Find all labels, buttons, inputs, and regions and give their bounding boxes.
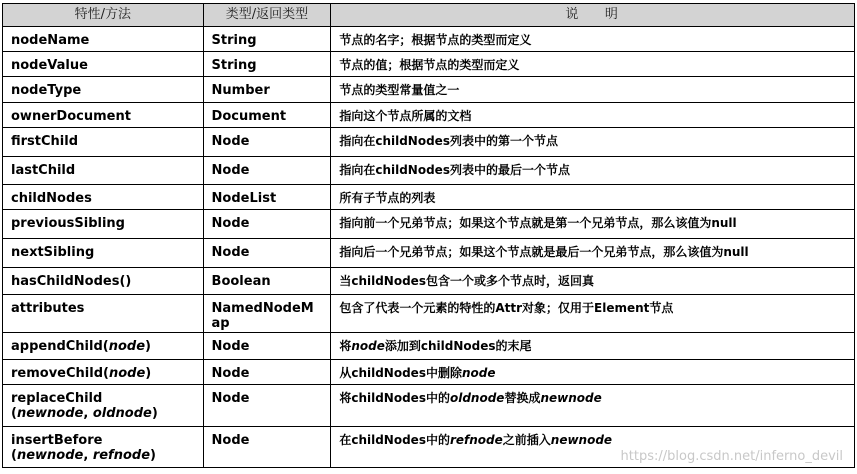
desc-text: 指向在childNodes列表中的最后一个节点 xyxy=(339,163,570,177)
property-type: Node xyxy=(203,239,331,268)
table-row xyxy=(3,52,855,77)
table-row xyxy=(3,385,855,427)
property-name xyxy=(3,77,204,103)
property-description xyxy=(331,385,855,427)
name-text: replaceChild xyxy=(11,391,103,406)
name-italic-text: node xyxy=(108,366,146,381)
property-type: Node xyxy=(203,333,331,360)
property-description xyxy=(331,128,855,157)
name-italic-text: newnode xyxy=(16,406,84,421)
header-prop: 特性/方法 xyxy=(3,4,204,27)
property-name xyxy=(3,27,204,52)
desc-text: 节点的值；根据节点的类型而定义 xyxy=(339,58,520,72)
property-type: String xyxy=(203,52,331,77)
name-text: appendChild( xyxy=(11,339,109,354)
desc-text: 指向在childNodes列表中的第一个节点 xyxy=(339,134,558,148)
property-description xyxy=(331,210,855,239)
property-name xyxy=(3,185,204,210)
desc-text: 包含了代表一个元素的特性的Attr对象；仅用于Element节点 xyxy=(339,301,674,315)
property-type: Node xyxy=(203,157,331,185)
desc-text: 将childNodes中的 xyxy=(339,391,450,405)
name-text: ( xyxy=(11,448,17,463)
name-italic-text: refnode xyxy=(92,448,151,463)
property-name xyxy=(3,268,204,295)
desc-text: 当childNodes包含一个或多个节点时，返回真 xyxy=(339,274,594,288)
name-text: ) xyxy=(150,448,156,463)
desc-text: 指向后一个兄弟节点；如果这个节点就是最后一个兄弟节点，那么该值为null xyxy=(339,245,749,259)
property-name xyxy=(3,427,204,468)
property-name xyxy=(3,128,204,157)
desc-italic-text: node xyxy=(351,339,385,353)
property-type: NamedNodeMap xyxy=(203,295,331,333)
table-row xyxy=(3,157,855,185)
name-text: previousSibling xyxy=(11,216,125,231)
property-description xyxy=(331,295,855,333)
table-row xyxy=(3,333,855,360)
desc-text: 替换成 xyxy=(504,391,541,405)
header-desc: 说 明 xyxy=(331,4,855,27)
name-text: ) xyxy=(151,406,158,421)
name-text: insertBefore xyxy=(11,433,103,448)
property-description xyxy=(331,333,855,360)
name-text: nextSibling xyxy=(11,245,95,260)
property-type: Node xyxy=(203,427,331,468)
table-row xyxy=(3,185,855,210)
property-type: NodeList xyxy=(203,185,331,210)
watermark-text: https://blog.csdn.net/inferno_devil xyxy=(620,449,843,464)
table-row xyxy=(3,239,855,268)
property-name xyxy=(3,360,204,385)
name-text: ) xyxy=(145,366,152,381)
name-italic-text: newnode xyxy=(16,448,84,463)
name-text: , xyxy=(83,448,93,463)
table-row xyxy=(3,210,855,239)
property-type: String xyxy=(203,27,331,52)
desc-text: 添加到childNodes的末尾 xyxy=(384,339,532,353)
property-description xyxy=(331,103,855,128)
property-description xyxy=(331,27,855,52)
property-name xyxy=(3,210,204,239)
desc-italic-text: newnode xyxy=(550,433,613,447)
name-text: hasChildNodes() xyxy=(11,274,132,289)
name-text: lastChild xyxy=(11,163,76,178)
name-text: attributes xyxy=(11,301,85,316)
table-row xyxy=(3,268,855,295)
desc-text: 在childNodes中的 xyxy=(339,433,450,447)
property-description xyxy=(331,239,855,268)
desc-italic-text: node xyxy=(461,366,496,380)
property-type: Node xyxy=(203,360,331,385)
property-name xyxy=(3,385,204,427)
name-text: removeChild( xyxy=(11,366,109,381)
property-name xyxy=(3,157,204,185)
desc-text: 节点的类型常量值之一 xyxy=(339,83,460,97)
desc-text: 指向这个节点所属的文档 xyxy=(339,109,472,123)
property-name xyxy=(3,295,204,333)
desc-italic-text: refnode xyxy=(449,433,503,447)
property-type: Number xyxy=(203,77,331,103)
property-description xyxy=(331,185,855,210)
name-text: nodeType xyxy=(11,83,82,98)
name-text: ( xyxy=(11,406,17,421)
name-text: firstChild xyxy=(11,134,79,149)
properties-table xyxy=(2,3,855,468)
property-name xyxy=(3,333,204,360)
property-name xyxy=(3,103,204,128)
header-type: 类型/返回类型 xyxy=(203,4,331,27)
table-row xyxy=(3,27,855,52)
name-italic-text: oldnode xyxy=(92,406,152,421)
desc-text: 从childNodes中删除 xyxy=(339,366,462,380)
property-description xyxy=(331,52,855,77)
table-row xyxy=(3,295,855,333)
name-italic-text: node xyxy=(108,339,146,354)
property-type: Node xyxy=(203,128,331,157)
name-text: nodeValue xyxy=(11,58,88,73)
table-row xyxy=(3,128,855,157)
desc-text: 将 xyxy=(339,339,352,353)
property-description xyxy=(331,157,855,185)
table-row xyxy=(3,360,855,385)
name-text: nodeName xyxy=(11,33,90,48)
property-description xyxy=(331,268,855,295)
name-text: ) xyxy=(145,339,151,354)
table-row xyxy=(3,103,855,128)
name-text: , xyxy=(83,406,93,421)
property-name xyxy=(3,52,204,77)
table-row xyxy=(3,77,855,103)
property-name xyxy=(3,239,204,268)
header-row xyxy=(3,4,855,27)
property-type: Document xyxy=(203,103,331,128)
property-description xyxy=(331,360,855,385)
property-description xyxy=(331,77,855,103)
desc-italic-text: oldnode xyxy=(449,391,505,405)
desc-text: 之前插入 xyxy=(502,433,551,447)
desc-text: 指向前一个兄弟节点；如果这个节点就是第一个兄弟节点，那么该值为null xyxy=(339,216,737,230)
desc-text: 节点的名字；根据节点的类型而定义 xyxy=(339,33,532,47)
property-type: Node xyxy=(203,385,331,427)
desc-text: 所有子节点的列表 xyxy=(339,191,436,205)
property-type: Node xyxy=(203,210,331,239)
name-text: ownerDocument xyxy=(11,109,131,124)
name-text: childNodes xyxy=(11,191,92,206)
desc-italic-text: newnode xyxy=(540,391,602,405)
property-type: Boolean xyxy=(203,268,331,295)
